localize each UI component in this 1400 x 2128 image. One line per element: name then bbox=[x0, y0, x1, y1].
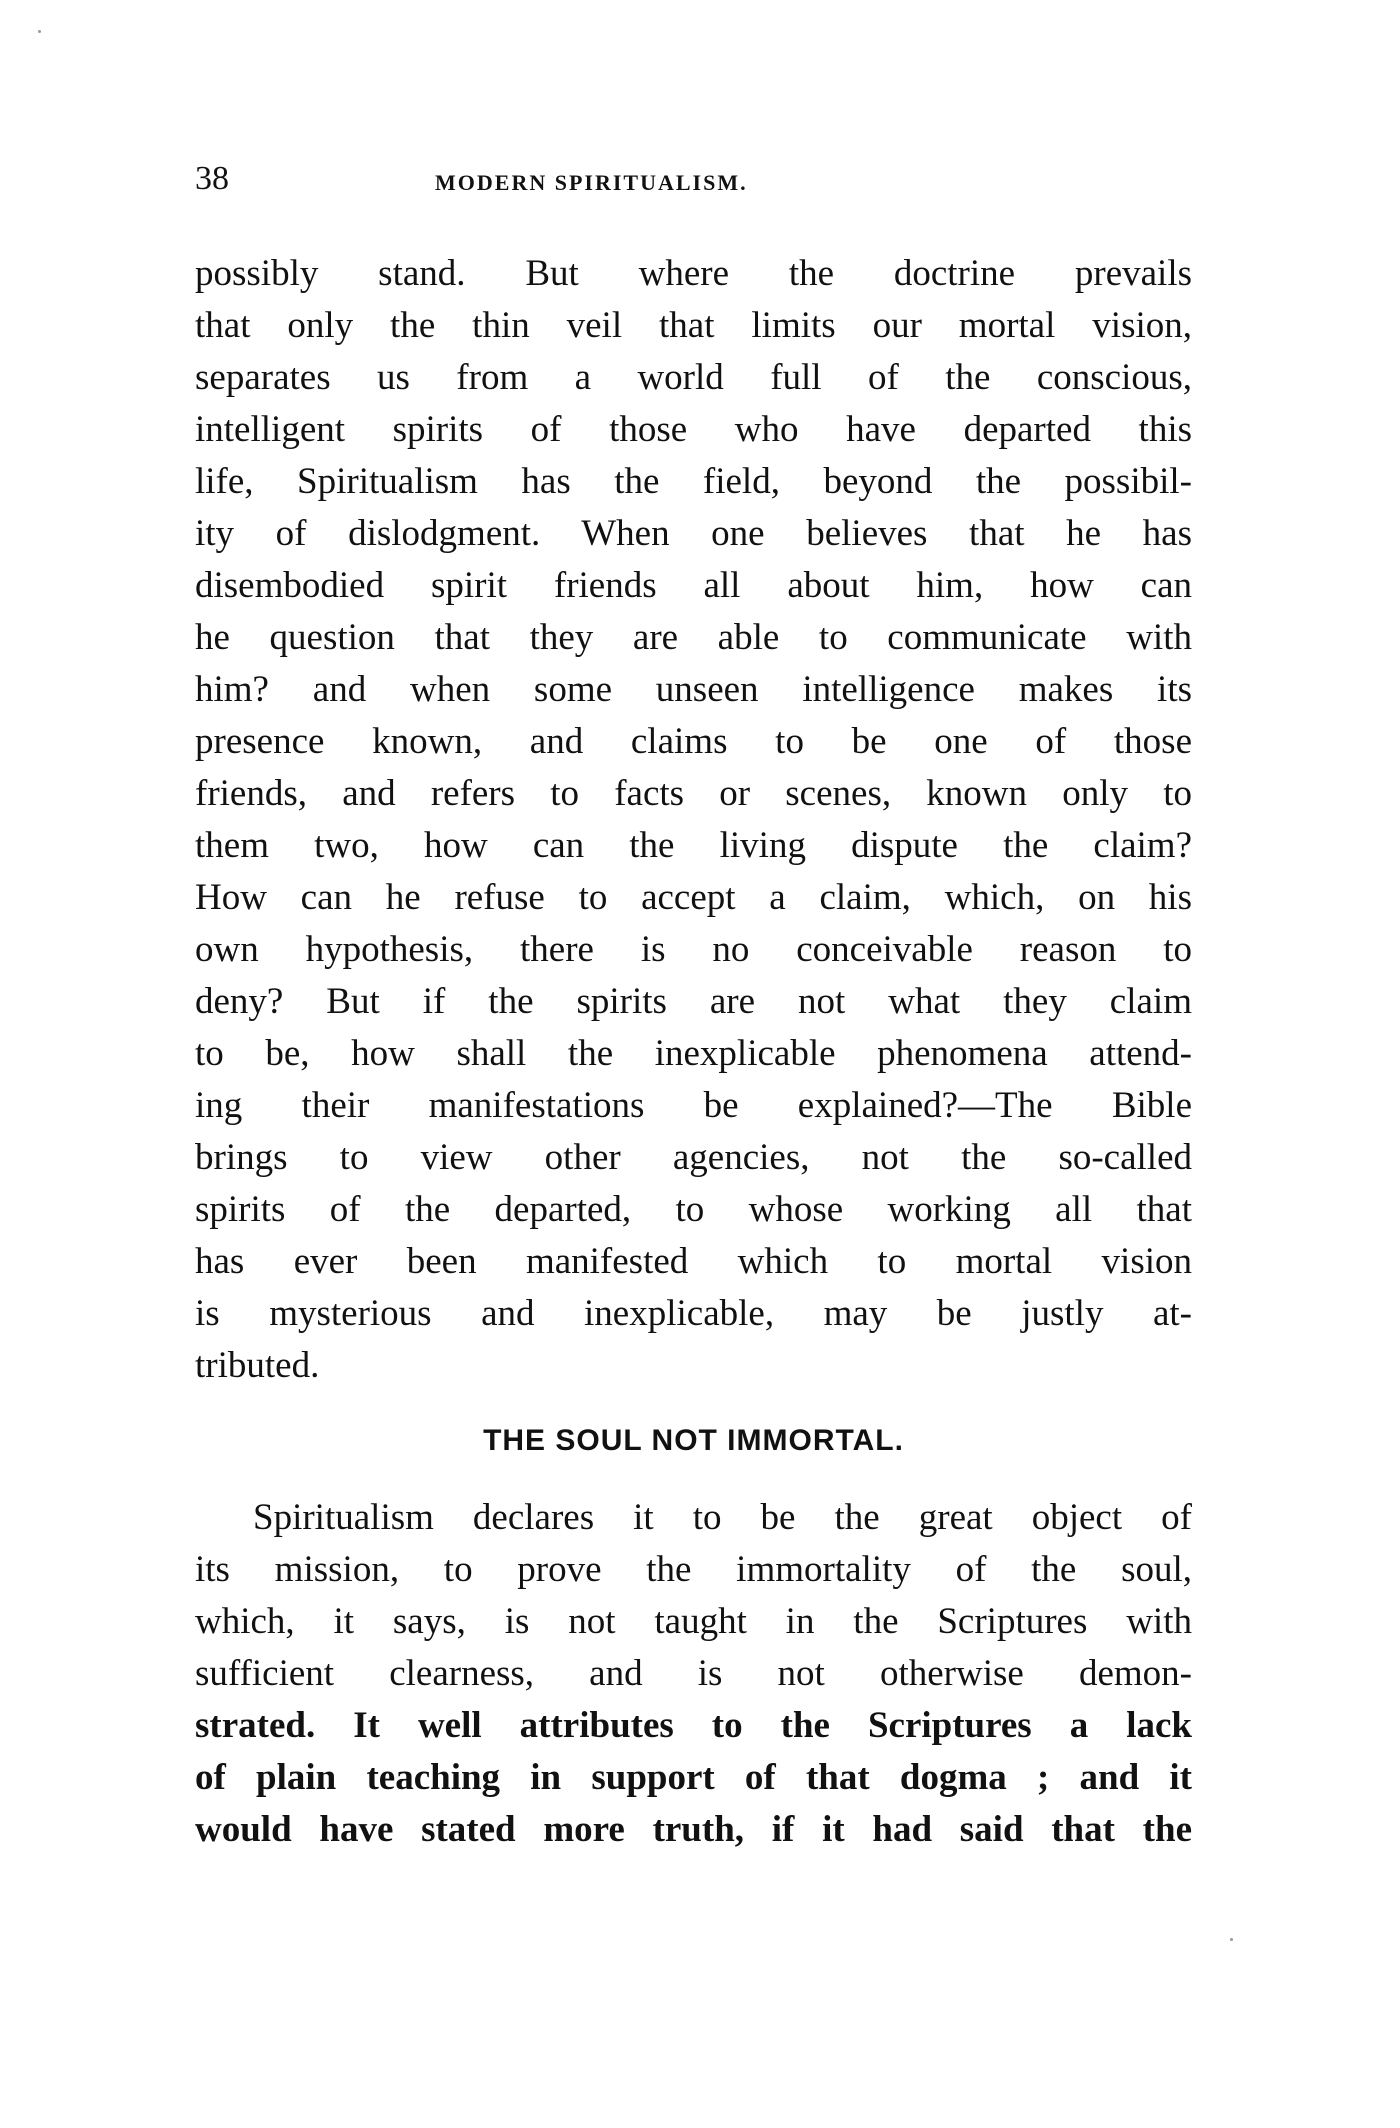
text-line: separates us from a world full of the conscious, bbox=[195, 357, 1192, 398]
bold-text-block bbox=[195, 1700, 1192, 1856]
text-line: deny? But if the spirits are not what they claim bbox=[195, 981, 1192, 1022]
text-line: of plain teaching in support of that dogma ; and it bbox=[195, 1757, 1192, 1798]
body-text bbox=[195, 248, 1192, 1856]
text-line: life, Spiritualism has the field, beyond the possibil- bbox=[195, 461, 1192, 502]
page-number: 38 bbox=[195, 160, 229, 197]
text-line: sufficient clearness, and is not otherwise demon- bbox=[195, 1653, 1192, 1694]
text-line: Spiritualism declares it to be the great object of bbox=[253, 1497, 1192, 1538]
running-title: MODERN SPIRITUALISM. bbox=[435, 170, 748, 195]
scan-speck bbox=[38, 30, 41, 33]
text-line: he question that they are able to communicate with bbox=[195, 617, 1192, 658]
text-line: intelligent spirits of those who have departed this bbox=[195, 409, 1192, 450]
text-line: possibly stand. But where the doctrine prevails bbox=[195, 253, 1192, 294]
text-line: strated. It well attributes to the Scriptures a lack bbox=[195, 1705, 1192, 1746]
text-line: has ever been manifested which to mortal vision bbox=[195, 1241, 1192, 1282]
scan-speck bbox=[1230, 1938, 1233, 1941]
paragraph-1 bbox=[195, 248, 1192, 1392]
text-line: which, it says, is not taught in the Scriptures with bbox=[195, 1601, 1192, 1642]
text-line: him? and when some unseen intelligence makes its bbox=[195, 669, 1192, 710]
text-line: ity of dislodgment. When one believes that he has bbox=[195, 513, 1192, 554]
running-head bbox=[195, 160, 1192, 210]
text-line: ing their manifestations be explained?—The Bible bbox=[195, 1085, 1192, 1126]
text-line: brings to view other agencies, not the so-called bbox=[195, 1137, 1192, 1178]
text-line: How can he refuse to accept a claim, which, on his bbox=[195, 877, 1192, 918]
text-line: spirits of the departed, to whose working all that bbox=[195, 1189, 1192, 1230]
text-line: tributed. bbox=[195, 1345, 320, 1386]
text-line: is mysterious and inexplicable, may be justly at- bbox=[195, 1293, 1192, 1334]
text-line: to be, how shall the inexplicable phenomena attend- bbox=[195, 1033, 1192, 1074]
text-line: friends, and refers to facts or scenes, known only to bbox=[195, 773, 1192, 814]
paragraph-2 bbox=[195, 1492, 1192, 1856]
text-line: them two, how can the living dispute the claim? bbox=[195, 825, 1192, 866]
text-line: own hypothesis, there is no conceivable reason to bbox=[195, 929, 1192, 970]
text-line: would have stated more truth, if it had said that the bbox=[195, 1809, 1192, 1850]
text-line: presence known, and claims to be one of those bbox=[195, 721, 1192, 762]
text-line: its mission, to prove the immortality of the soul, bbox=[195, 1549, 1192, 1590]
section-heading: THE SOUL NOT IMMORTAL. bbox=[483, 1424, 904, 1457]
text-line: disembodied spirit friends all about him, how can bbox=[195, 565, 1192, 606]
text-line: that only the thin veil that limits our mortal vision, bbox=[195, 305, 1192, 346]
